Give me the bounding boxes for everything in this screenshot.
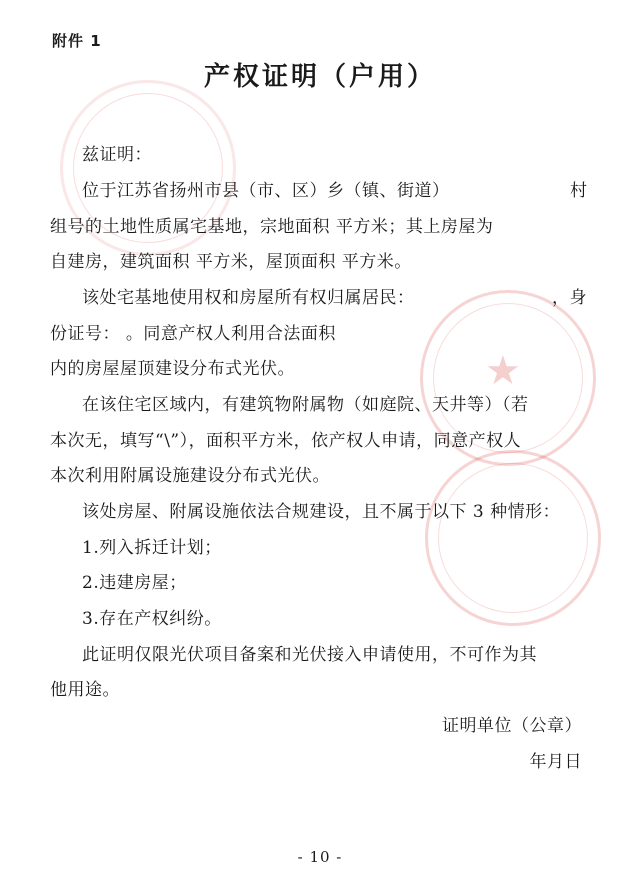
para1-line1: 位于江苏省扬州市县（市、区）乡（镇、街道） bbox=[82, 181, 450, 201]
list-item: 3.存在产权纠纷。 bbox=[82, 609, 222, 629]
para2-line1: 该处宅基地使用权和房屋所有权归属居民： bbox=[82, 288, 415, 308]
para1-line1-end: 村 bbox=[570, 181, 588, 201]
para4-line1: 该处房屋、附属设施依法合规建设，且不属于以下 3 种情形： bbox=[82, 502, 561, 522]
para1-line2: 组号的土地性质属宅基地，宗地面积 平方米；其上房屋为 bbox=[50, 217, 494, 237]
para3-line1: 在该住宅区域内，有建筑物附属物（如庭院、天井等）（若 bbox=[82, 395, 529, 415]
para2-line3: 内的房屋屋顶建设分布式光伏。 bbox=[50, 359, 295, 379]
official-seal-bottom bbox=[425, 450, 601, 626]
seal-star-icon: ★ bbox=[485, 348, 521, 394]
para1-line3: 自建房，建筑面积 平方米，屋顶面积 平方米。 bbox=[50, 252, 412, 272]
list-item: 2.违建房屋； bbox=[82, 573, 187, 593]
signature-line: 证明单位（公章） bbox=[442, 716, 582, 736]
para5-line2: 他用途。 bbox=[50, 680, 120, 700]
salutation: 兹证明： bbox=[82, 145, 152, 165]
para5-line1: 此证明仅限光伏项目备案和光伏接入申请使用，不可作为其 bbox=[82, 645, 537, 665]
para2-line1-end: ，身 bbox=[552, 288, 587, 308]
date-line: 年月日 bbox=[529, 752, 582, 772]
page-number: - 10 - bbox=[297, 848, 343, 866]
para3-line2: 本次无，填写“\”），面积平方米，依产权人申请，同意产权人 bbox=[50, 431, 522, 451]
list-item: 1.列入拆迁计划； bbox=[82, 538, 222, 558]
para3-line3: 本次利用附属设施建设分布式光伏。 bbox=[50, 466, 330, 486]
para2-line2: 份证号： 。同意产权人利用合法面积 bbox=[50, 324, 336, 344]
page-title: 产权证明（户用） bbox=[203, 62, 436, 92]
attachment-label: 附件 1 bbox=[52, 32, 102, 50]
